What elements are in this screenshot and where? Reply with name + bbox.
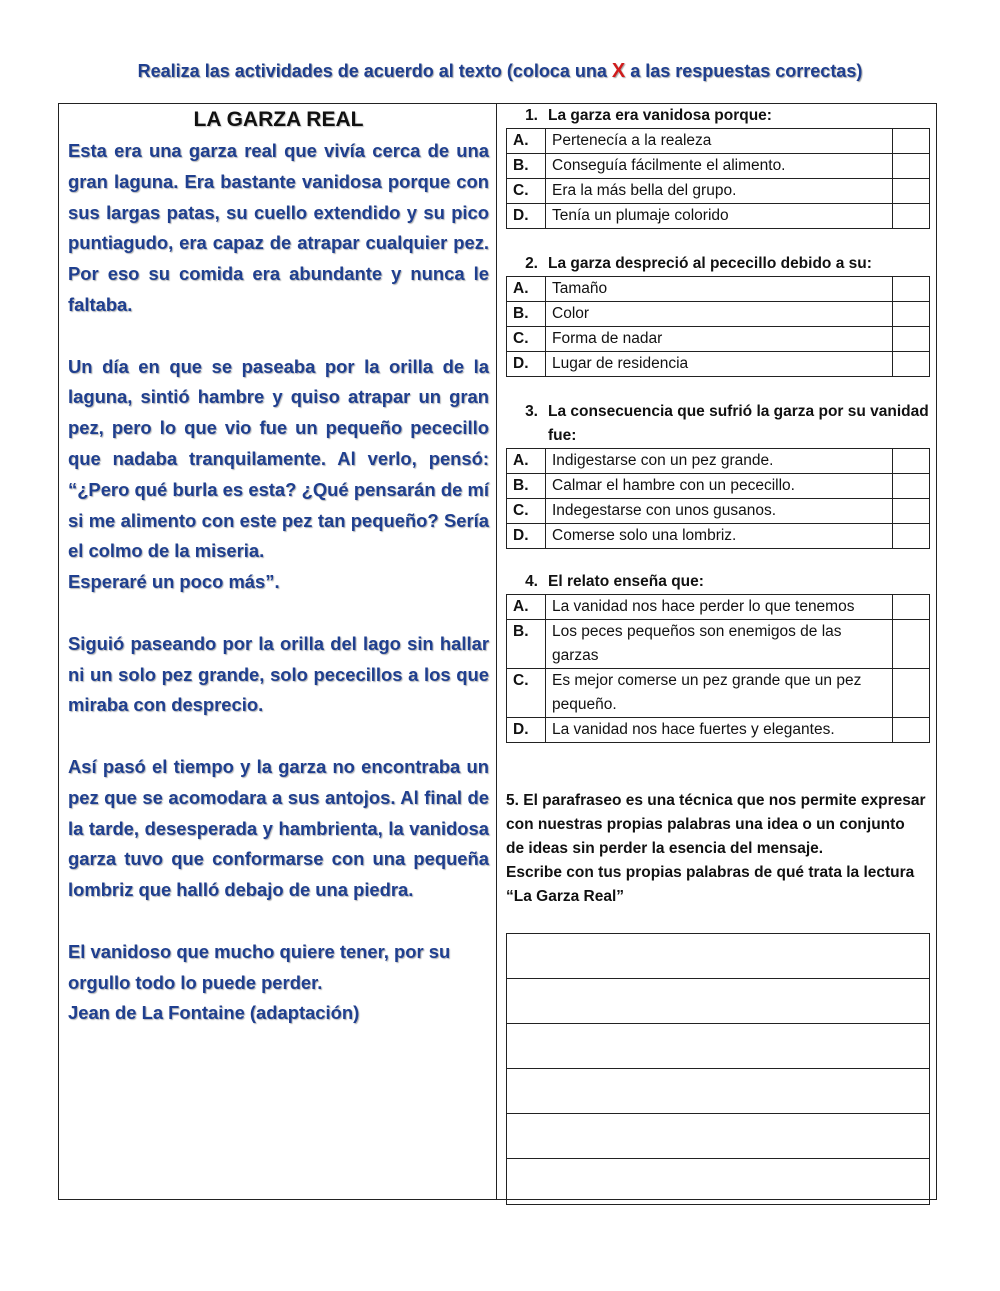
answer-box-1a[interactable] <box>893 129 930 154</box>
option-row <box>507 327 930 352</box>
question-3-number: 3. <box>525 403 538 420</box>
option-row <box>507 179 930 204</box>
option-letter: A. <box>507 277 546 302</box>
answer-box-3c[interactable] <box>893 499 930 524</box>
writing-line[interactable] <box>507 1024 929 1069</box>
question-2-title <box>506 252 930 276</box>
option-row <box>507 449 930 474</box>
question-2-text: La garza despreció al pececillo debido a su: <box>548 255 872 272</box>
question-3-title <box>506 400 930 448</box>
instructions-x-mark: X <box>611 60 626 82</box>
question-1-options <box>506 128 930 229</box>
option-text: Conseguía fácilmente el alimento. <box>546 154 893 179</box>
option-row <box>507 669 930 718</box>
instructions-text-before: Realiza las actividades de acuerdo al texto (coloca una <box>137 61 612 81</box>
option-row <box>507 474 930 499</box>
answer-box-3a[interactable] <box>893 449 930 474</box>
option-letter: A. <box>507 449 546 474</box>
writing-line[interactable] <box>507 1159 929 1204</box>
question-2 <box>506 252 930 377</box>
story-moral: El vanidoso que mucho quiere tener, por su orgullo todo lo puede perder. <box>68 940 451 993</box>
option-row <box>507 499 930 524</box>
option-letter: A. <box>507 595 546 620</box>
question-2-options <box>506 276 930 377</box>
story-paragraph-2-end: Esperaré un poco más”. <box>68 571 280 593</box>
option-letter: C. <box>507 499 546 524</box>
answer-box-2c[interactable] <box>893 327 930 352</box>
story-author: Jean de La Fontaine (adaptación) <box>68 1002 360 1024</box>
option-text: Tenía un plumaje colorido <box>546 204 893 229</box>
answer-box-4c[interactable] <box>893 669 930 718</box>
answer-box-4b[interactable] <box>893 620 930 669</box>
answer-box-2a[interactable] <box>893 277 930 302</box>
option-row <box>507 277 930 302</box>
option-text: Indigestarse con un pez grande. <box>546 449 893 474</box>
option-text: Forma de nadar <box>546 327 893 352</box>
option-text: Lugar de residencia <box>546 352 893 377</box>
option-letter: B. <box>507 474 546 499</box>
story-paragraph-1: Esta era una garza real que vivía cerca de una gran laguna. Era bastante vanidosa porque con sus largas patas, su cuello extendido y su pico puntiagudo, era capaz de atrapar cualquier pez. Por eso su comida era abundante y nunca le faltaba. <box>68 140 489 315</box>
question-1-text: La garza era vanidosa porque: <box>548 107 772 124</box>
option-letter: C. <box>507 669 546 718</box>
option-row <box>507 302 930 327</box>
option-row <box>507 129 930 154</box>
answer-box-4d[interactable] <box>893 718 930 743</box>
option-text: Color <box>546 302 893 327</box>
answer-box-1d[interactable] <box>893 204 930 229</box>
question-1-title <box>506 104 930 128</box>
story-paragraph-2: Un día en que se paseaba por la orilla de la laguna, sintió hambre y quiso atrapar un gran pez, pero lo que vio fue un pequeño pececillo que nadaba tranquilamente. Al verlo, pensó: “¿Pero qué burla es esta? ¿Qué pensarán de mí si me alimento con este pez tan pequeño? Sería el colmo de la miseria. <box>68 355 489 562</box>
option-letter: B. <box>507 302 546 327</box>
writing-line[interactable] <box>507 1069 929 1114</box>
writing-line[interactable] <box>507 934 929 979</box>
answer-box-1b[interactable] <box>893 154 930 179</box>
question-4-number: 4. <box>525 573 538 590</box>
story-title: LA GARZA REAL <box>193 108 364 131</box>
question-1-number: 1. <box>525 107 538 124</box>
story-paragraph-4: Así pasó el tiempo y la garza no encontraba un pez que se acomodara a sus antojos. Al final de la tarde, desesperada y hambrienta, la vanidosa garza tuvo que conformarse con una pequeña lombriz que halló debajo de una piedra. <box>68 755 489 901</box>
answer-box-2b[interactable] <box>893 302 930 327</box>
option-letter: D. <box>507 352 546 377</box>
question-5 <box>506 789 926 909</box>
option-text: La vanidad nos hace perder lo que tenemos <box>546 595 893 620</box>
question-1 <box>506 104 930 229</box>
instructions-heading <box>0 60 1000 83</box>
writing-line[interactable] <box>507 979 929 1024</box>
question-5-text: 5. El parafraseo es una técnica que nos permite expresar con nuestras propias palabras una idea o un conjunto de ideas sin perder la esencia del mensaje. <box>506 792 926 857</box>
option-letter: D. <box>507 204 546 229</box>
option-text: Calmar el hambre con un pececillo. <box>546 474 893 499</box>
question-4-options <box>506 594 930 743</box>
option-row <box>507 595 930 620</box>
answer-box-3b[interactable] <box>893 474 930 499</box>
story-column <box>68 104 489 1029</box>
question-3 <box>506 400 930 549</box>
option-text: Tamaño <box>546 277 893 302</box>
option-row <box>507 620 930 669</box>
option-text: Los peces pequeños son enemigos de las garzas <box>546 620 893 669</box>
story-paragraph-3: Siguió paseando por la orilla del lago sin hallar ni un solo pez grande, solo pececillos a los que miraba con desprecio. <box>68 632 489 716</box>
column-divider <box>496 104 497 1199</box>
answer-box-2d[interactable] <box>893 352 930 377</box>
option-row <box>507 718 930 743</box>
option-text: Indegestarse con unos gusanos. <box>546 499 893 524</box>
option-row <box>507 154 930 179</box>
answer-writing-lines[interactable] <box>506 933 930 1205</box>
question-2-number: 2. <box>525 255 538 272</box>
option-letter: C. <box>507 327 546 352</box>
option-row <box>507 204 930 229</box>
option-letter: C. <box>507 179 546 204</box>
option-text: Pertenecía a la realeza <box>546 129 893 154</box>
option-row <box>507 352 930 377</box>
question-3-options <box>506 448 930 549</box>
question-4 <box>506 570 930 743</box>
option-letter: A. <box>507 129 546 154</box>
answer-box-4a[interactable] <box>893 595 930 620</box>
option-row <box>507 524 930 549</box>
option-text: Era la más bella del grupo. <box>546 179 893 204</box>
option-letter: B. <box>507 620 546 669</box>
option-text: Es mejor comerse un pez grande que un pez pequeño. <box>546 669 893 718</box>
option-text: Comerse solo una lombriz. <box>546 524 893 549</box>
answer-box-1c[interactable] <box>893 179 930 204</box>
option-letter: D. <box>507 718 546 743</box>
writing-line[interactable] <box>507 1114 929 1159</box>
option-text: La vanidad nos hace fuertes y elegantes. <box>546 718 893 743</box>
option-letter: D. <box>507 524 546 549</box>
question-4-title <box>506 570 930 594</box>
worksheet-frame <box>58 103 937 1200</box>
option-letter: B. <box>507 154 546 179</box>
question-3-text: La consecuencia que sufrió la garza por su vanidad fue: <box>548 403 929 444</box>
instructions-text-after: a las respuestas correctas) <box>625 61 863 81</box>
answer-box-3d[interactable] <box>893 524 930 549</box>
question-4-text: El relato enseña que: <box>548 573 704 590</box>
question-5-prompt: Escribe con tus propias palabras de qué trata la lectura “La Garza Real” <box>506 864 915 905</box>
